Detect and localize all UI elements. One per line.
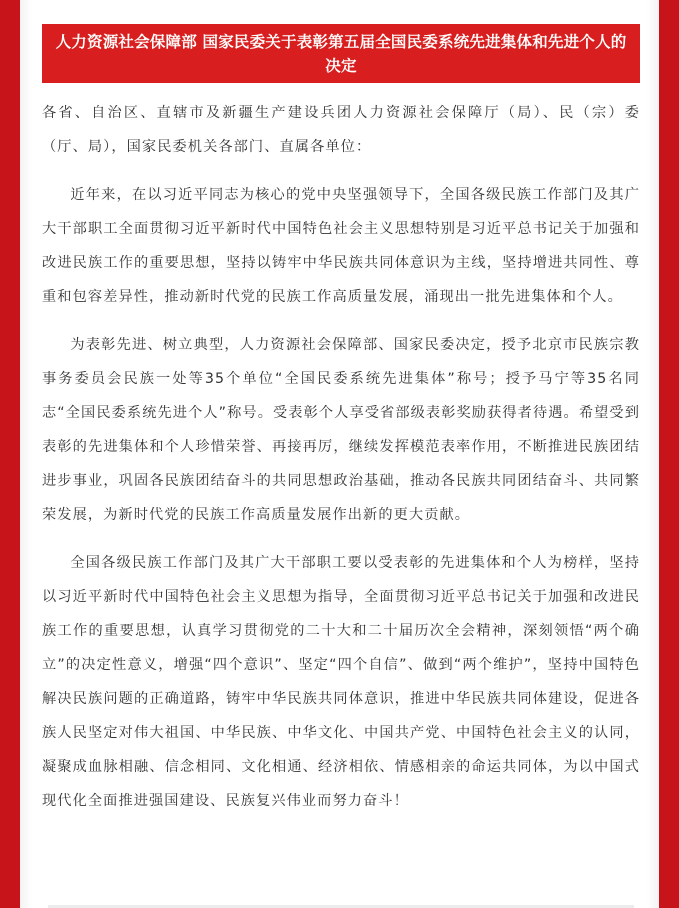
document-title: 人力资源社会保障部 国家民委关于表彰第五届全国民委系统先进集体和先进个人的决定 (42, 24, 640, 83)
paragraph-3: 全国各级民族工作部门及其广大干部职工要以受表彰的先进集体和个人为榜样，坚持以习近平新时代中国特色社会主义思想为指导，全面贯彻习近平总书记关于加强和改进民族工作的重要思想，认真学习贯彻党的二十大和二十届历次全会精神，深刻领悟“两个确立”的决定性意义，增强“四个意识”、坚定“四个自信”、做到“两个维护”，坚持中国特色解决民族问题的正确道路，铸牢中华民族共同体意识，推进中华民族共同体建设，促进各族人民坚定对伟大祖国、中华民族、中华文化、中国共产党、中国特色社会主义的认同，凝聚成血脉相融、信念相同、文化相通、经济相依、情感相亲的命运共同体，为以中国式现代化全面推进强国建设、民族复兴伟业而努力奋斗！ (42, 555, 640, 809)
salutation: 各省、自治区、直辖市及新疆生产建设兵团人力资源社会保障厅（局）、民（宗）委（厅、局），国家民委机关各部门、直属各单位： (42, 105, 640, 155)
paragraph-1: 近年来，在以习近平同志为核心的党中央坚强领导下，全国各级民族工作部门及其广大干部职工全面贯彻习近平新时代中国特色社会主义思想特别是习近平总书记关于加强和改进民族工作的重要思想，坚持以铸牢中华民族共同体意识为主线，坚持增进共同性、尊重和包容差异性，推动新时代党的民族工作高质量发展，涌现出一批先进集体和个人。 (42, 187, 640, 305)
panel-shadow-right (647, 0, 659, 908)
paragraph-2: 为表彰先进、树立典型，人力资源社会保障部、国家民委决定，授予北京市民族宗教事务委员会民族一处等35个单位“全国民委系统先进集体”称号；授予马宁等35名同志“全国民委系统先进个人”称号。受表彰个人享受省部级表彰奖励获得者待遇。希望受到表彰的先进集体和个人珍惜荣誉、再接再厉，继续发挥模范表率作用，不断推进民族团结进步事业，巩固各民族团结奋斗的共同思想政治基础，推动各民族共同团结奋斗、共同繁荣发展，为新时代党的民族工作高质量发展作出新的更大贡献。 (42, 337, 640, 523)
document-body (42, 96, 640, 832)
panel-shadow-left (20, 0, 32, 908)
